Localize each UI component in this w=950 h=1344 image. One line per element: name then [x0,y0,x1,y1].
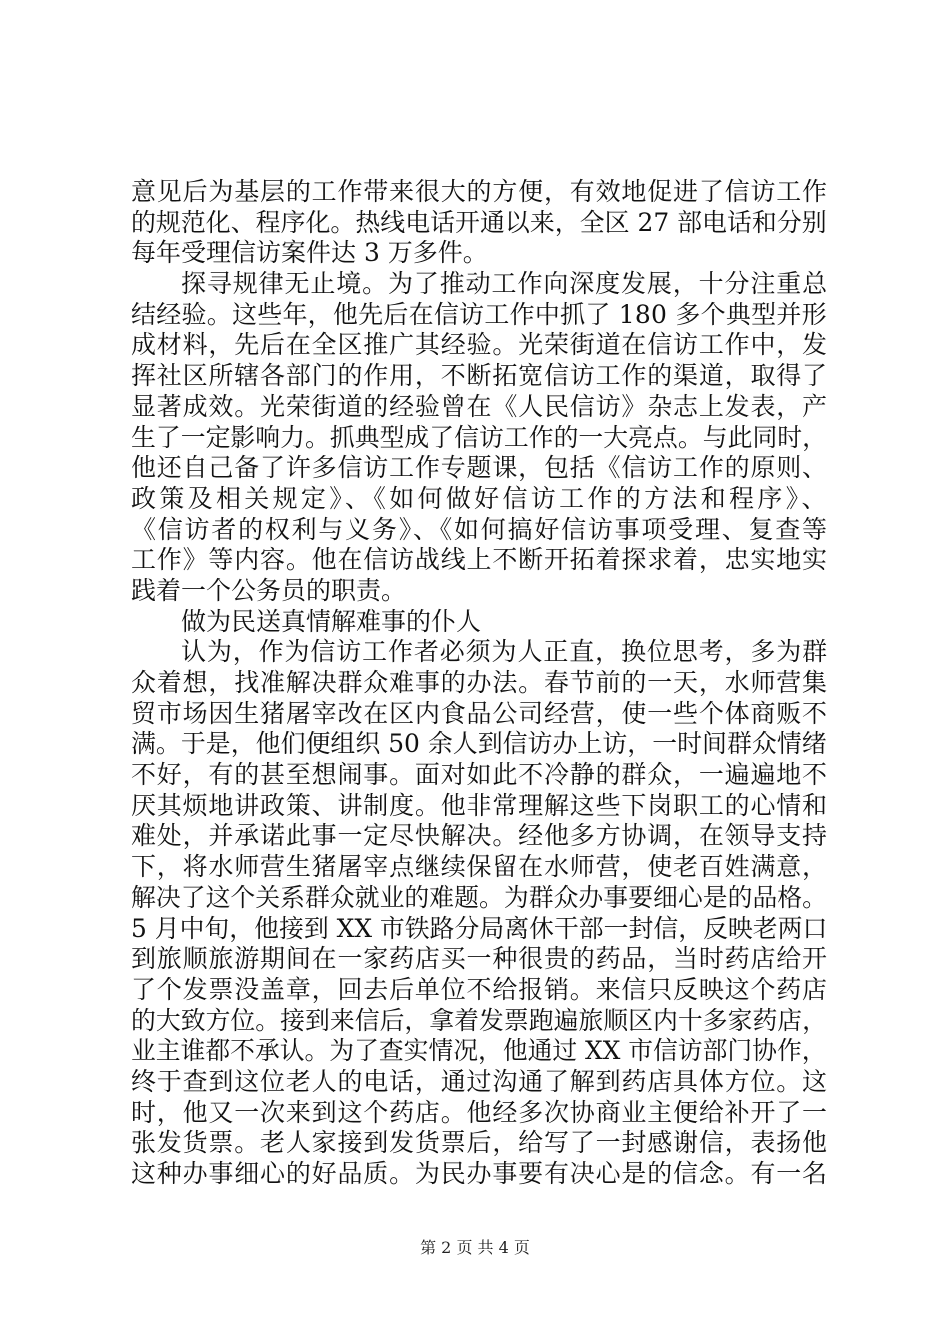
text-line: 的大致方位。接到来信后，拿着发票跑遍旅顺区内十多家药店， [131,1006,828,1035]
text-line: 贸市场因生猪屠宰改在区内食品公司经营，使一些个体商贩不 [131,699,828,728]
text-line: 5 月中旬，他接到 XX 市铁路分局离休干部一封信，反映老两口 [131,914,828,943]
text-line: 业主谁都不承认。为了查实情况，他通过 XX 市信访部门协作， [131,1036,827,1065]
text-line: 不好，有的甚至想闹事。面对如此不冷静的群众，一遍遍地不 [131,760,828,789]
text-line: 结经验。这些年，他先后在信访工作中抓了 180 多个典型并形 [131,300,827,329]
text-line: 挥社区所辖各部门的作用，不断拓宽信访工作的渠道，取得了 [131,361,828,390]
section-heading: 做为民送真情解难事的仆人 [181,607,482,636]
text-line: 他还自己备了许多信访工作专题课，包括《信访工作的原则、 [131,453,828,482]
text-line: 这种办事细心的好品质。为民办事要有决心是的信念。有一名 [131,1159,828,1188]
text-line: 认为，作为信访工作者必须为人正直，换位思考，多为群 [181,637,829,666]
page-footer: 第 2 页 共 4 页 [420,1238,530,1257]
text-line: 《信访者的权利与义务》、《如何搞好信访事项受理、复查等 [131,515,829,544]
text-line: 践着一个公务员的职责。 [131,576,407,605]
text-line: 成材料，先后在全区推广其经验。光荣街道在信访工作中，发 [131,330,828,359]
text-line: 探寻规律无止境。为了推动工作向深度发展，十分注重总 [181,269,829,298]
text-line: 每年受理信访案件达 3 万多件。 [131,238,488,267]
text-line: 到旅顺旅游期间在一家药店买一种很贵的药品，当时药店给开 [131,944,828,973]
text-line: 工作》等内容。他在信访战线上不断开拓着探求着，忠实地实 [131,545,828,574]
text-line: 解决了这个关系群众就业的难题。为群众办事要细心是的品格。 [131,883,828,912]
text-line: 的规范化、程序化。热线电话开通以来，全区 27 部电话和分别 [131,208,827,237]
text-line: 意见后为基层的工作带来很大的方便，有效地促进了信访工作 [131,177,828,206]
text-line: 众着想，找准解决群众难事的办法。春节前的一天，水师营集 [131,668,828,697]
text-line: 下，将水师营生猪屠宰点继续保留在水师营，使老百姓满意， [131,852,828,881]
text-line: 生了一定影响力。抓典型成了信访工作的一大亮点。与此同时， [131,423,828,452]
text-line: 难处，并承诺此事一定尽快解决。经他多方协调，在领导支持 [131,821,828,850]
text-line: 了个发票没盖章，回去后单位不给报销。来信只反映这个药店 [131,975,828,1004]
text-line: 张发货票。老人家接到发货票后，给写了一封感谢信，表扬他 [131,1128,828,1157]
text-line: 政策及相关规定》、《如何做好信访工作的方法和程序》、 [131,484,830,513]
text-line: 厌其烦地讲政策、讲制度。他非常理解这些下岗职工的心情和 [131,791,828,820]
text-line: 终于查到这位老人的电话，通过沟通了解到药店具体方位。这 [131,1067,828,1096]
text-line: 显著成效。光荣街道的经验曾在《人民信访》杂志上发表，产 [131,392,828,421]
text-line: 时，他又一次来到这个药店。他经多次协商业主便给补开了一 [131,1098,828,1127]
text-line: 满。于是，他们便组织 50 余人到信访办上访，一时间群众情绪 [131,729,827,758]
